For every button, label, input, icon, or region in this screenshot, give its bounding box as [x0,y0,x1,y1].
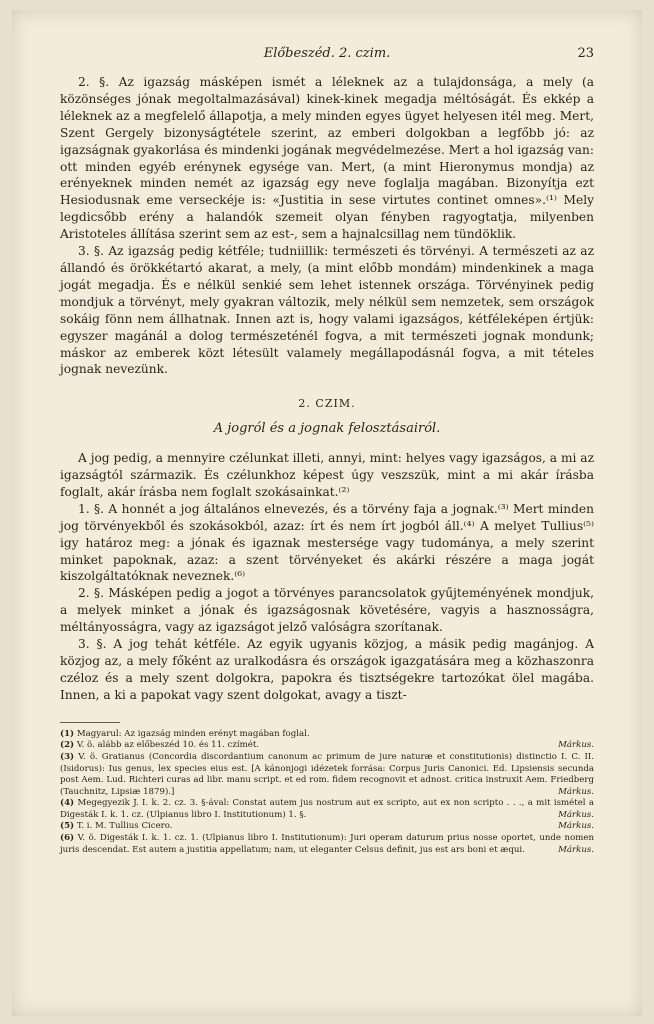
chapter-subtitle: A jogról és a jognak felosztásairól. [213,421,441,437]
paragraph: 2. §. Másképen pedig a jogot a törvényes parancsolatok gyűjteményének mondjuk, a melyek minket a jónak és igazságosnak követésére, vagyis a hasznosságra, méltányosságra, vagy az igazságot jelző valóságra szorítanak. [60,586,594,635]
footnote-signature: Márkus. [558,821,594,832]
chapter-heading: 2. CZIM. [298,397,356,411]
book-page [12,10,642,1016]
paragraph: 2. §. Az igazság másképen ismét a léleknek az a tulajdonsága, a mely (a közönséges jónak megoltalmazásával) kinek-kinek megadja méltóságát. És ekkép a léleknek az a megfelelő állapotja, a mely minden egyes ügyet helyesen itél meg. Mert, Szent Gergely bizonyságtétele szerint, az emberi dolgokban a legfőbb jó: az igazságnak gyakorlása és mindenki jogának megvédelmezése. Mert a hol igazság van: ott minden egyéb erénynek egysége van. Mert, (a mint Hieronymus mondja) az erényeknek minden nemét az igazság egy neve foglalja magában. Bizonyítja ezt Hesiodusnak eme verseckéje is: «Justitia in sese virtutes continet omnes».⁽¹⁾ Mely legdicsőbb erény a halandók szemeit olyan fényben ragyogtatja, milyenben Aristoteles állítása szerint sem az est-, sem a hajnalcsillag nem tündöklik. [60,75,594,242]
footnote: (4) Megegyezik J. I. k. 2. cz. 3. §-ával: Constat autem jus nostrum aut ex scripto, aut ex non scripto . . ., a mit ismétel a Digesták I. k. 1. cz. (Ulpianus libro I. Institutionum) 1. §. Márkus. [60,798,594,820]
running-title: Előbeszéd. 2. czim. [263,46,391,61]
page-number: 23 [577,46,594,61]
paragraph: 1. §. A honnét a jog általános elnevezés, és a törvény faja a jognak.⁽³⁾ Mert minden jog törvényekből és szokásokból, azaz: írt és nem írt jogból áll.⁽⁴⁾ A melyet Tullius⁽⁵⁾ igy határoz meg: a jónak és igaznak mestersége vagy tudománya, a mely szerint minket papoknak, azaz: a szent törvényeket és akárki részére a maga jogát kiszolgáltatóknak neveznek.⁽⁶⁾ [60,501,594,584]
footnote: (6) V. ö. Digesták I. k. 1. cz. 1. (Ulpianus libro I. Institutionum): Juri operam daturum prius nosse oportet, unde nomen juris descendat. Est autem a justitia appellatum; nam, ut eleganter Celsus definit, jus est ars boni et æqui. Márkus. [60,833,595,855]
footnote: (1) Magyarul: Az igazság minden erényt magában foglal. [60,728,310,739]
footnote: (3) V. ö. Gratianus (Concordia discordantium canonum ac primum de jure naturæ et constitutionis) distinctio I. C. II. (Isidorus): Ius genus, lex species eius est. [A kánonjogi idézetek forrása: Corpus Juris Canonici. Ed. Lipsiensis secunda post Aem. Lud. Richteri curas ad libr. manu script. et ed rom. fidem recognovit et adnost. critica instruxit Aem. Friedberg (Tauchnitz, Lipsiæ 1879).] Márkus. [60,751,595,797]
paragraph: 3. §. Az igazság pedig kétféle; tudniillik: természeti és törvényi. A természeti az az állandó és örökkétartó akarat, a mely, (a mint előbb mondám) mindenkinek a maga jogát megadja. És e nélkül senkié sem lehet istennek országa. Törvényinek pedig mondjuk a törvényt, mely gyakran változik, mely nélkül sem nemzetek, sem országok sokáig fönn nem állhatnak. Innen azt is, hogy valami igazságos, kétféleképen értjük: egyszer magánál a dolog természeténél fogva, a mit természeti jognak mondunk; máskor az emberek közt létesült valamely megállapodásnál fogva, a mit tételes jognak nevezünk. [60,244,594,377]
footnote-signature: Márkus. [558,844,594,855]
footnote-divider [60,722,120,723]
footnote: (5) T. i. M. Tullius Cicero. Márkus. [60,821,594,832]
footnote-signature: Márkus. [558,786,594,797]
footnotes [60,729,594,857]
footnote: (2) V. ö. alább az előbeszéd 10. és 11. czímét. Márkus. [60,740,594,751]
main-text [60,74,594,704]
footnote-signature: Márkus. [558,809,594,820]
paragraph: A jog pedig, a mennyire czélunkat illeti, annyi, mint: helyes vagy igazságos, a mi az igazságtól származik. És czélunkhoz képest úgy veszszük, mint a mi akár írásba foglalt, akár írásba nem foglalt szokásainkat.⁽²⁾ [60,451,594,499]
paragraph: 3. §. A jog tehát kétféle. Az egyik ugyanis közjog, a másik pedig magánjog. A közjog az, a mely főként az uralkodásra és országok igazgatására meg a közhaszonra czéloz és a mely szent dolgokra, papokra és tisztségekre tartozókat ölel magába. Innen, a ki a papokat vagy szent dolgokat, avagy a tiszt- [60,637,594,702]
running-header [60,46,594,68]
footnote-signature: Márkus. [558,740,594,751]
